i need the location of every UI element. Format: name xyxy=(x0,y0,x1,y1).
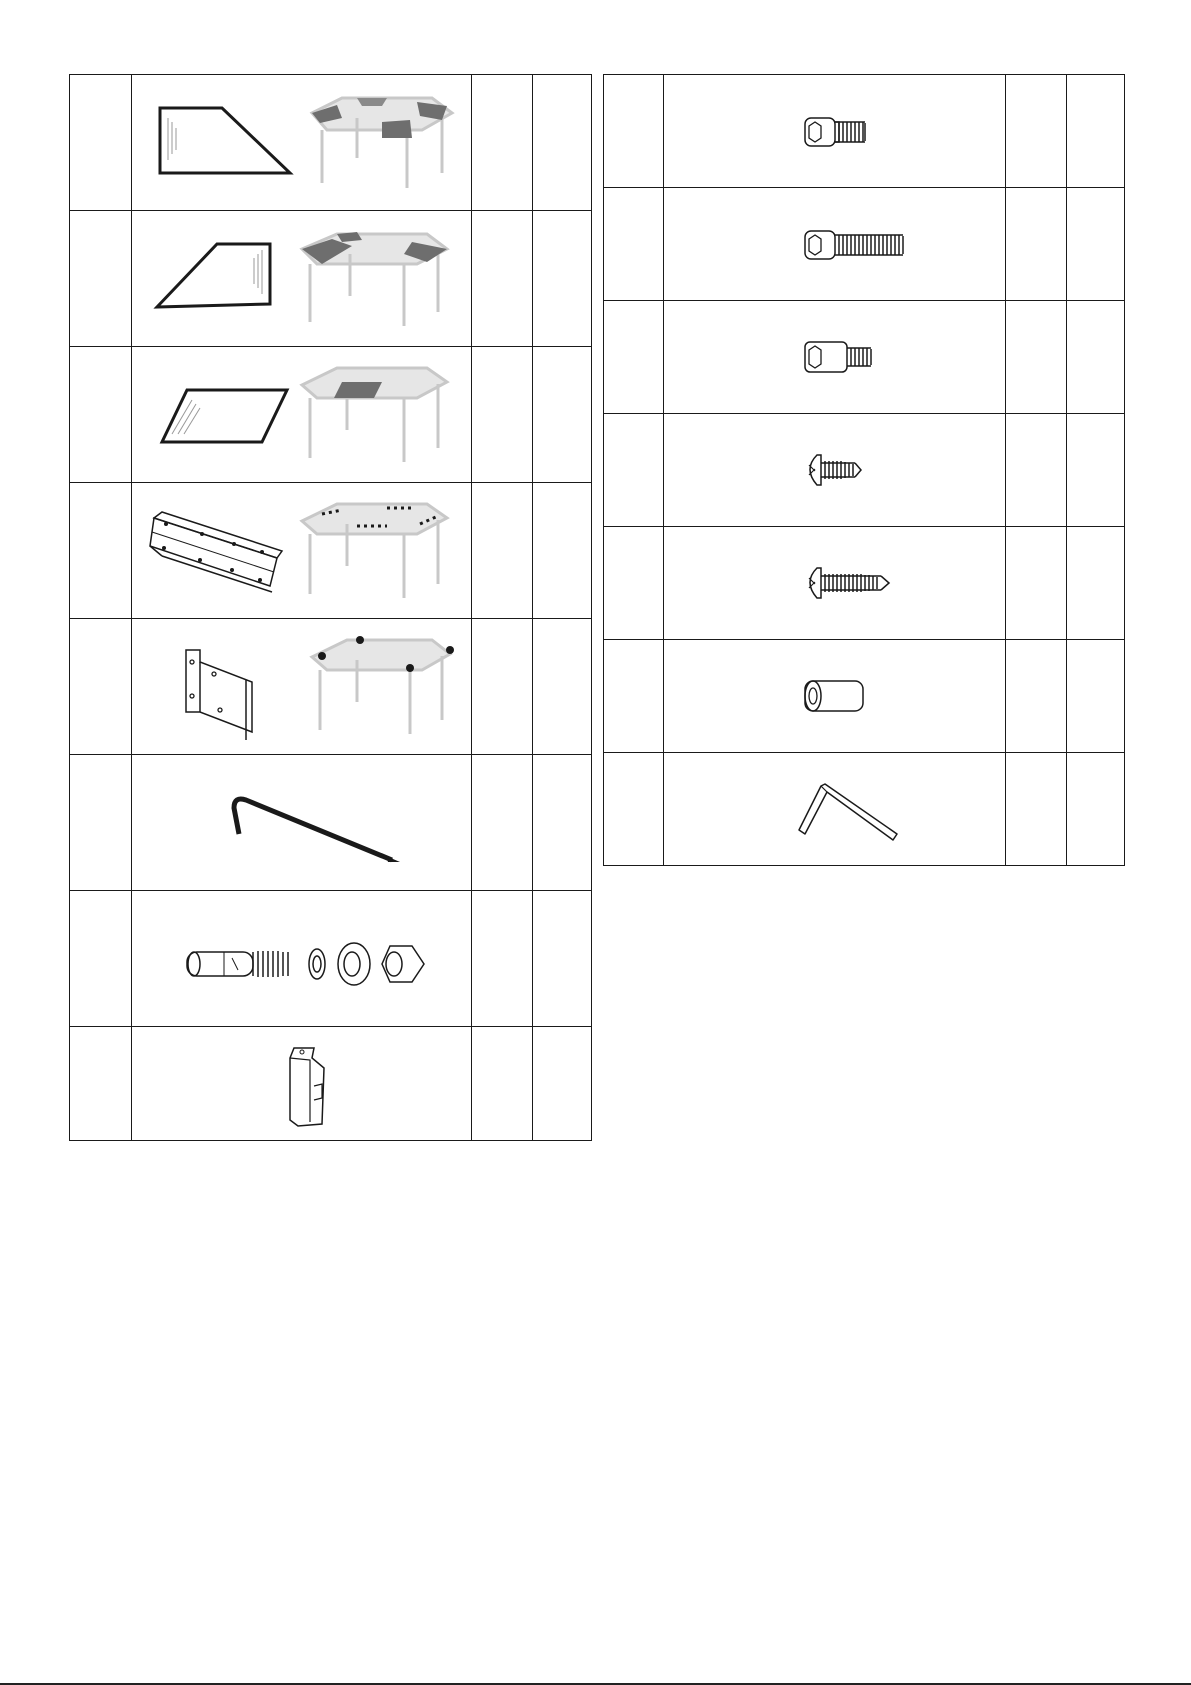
long-hex-socket-bolt-icon xyxy=(675,199,995,289)
part-qty-cell xyxy=(472,891,533,1027)
part-qty-cell xyxy=(472,755,533,891)
part-illustration-cell xyxy=(664,414,1006,527)
expansion-anchor-bolt-icon xyxy=(142,904,462,1014)
short-hex-socket-bolt-icon xyxy=(675,86,995,176)
long-phillips-screw-icon xyxy=(675,538,995,628)
side-roof-panel-left-icon xyxy=(142,88,462,198)
part-qty-cell xyxy=(1006,301,1067,414)
table-row xyxy=(70,211,592,347)
spacer-sleeve-icon xyxy=(675,651,995,741)
part-qty-cell xyxy=(472,347,533,483)
part-illustration-cell xyxy=(132,211,472,347)
part-extra-cell xyxy=(533,1027,592,1141)
part-id-cell xyxy=(70,347,132,483)
table-row xyxy=(70,1027,592,1141)
part-id-cell xyxy=(70,891,132,1027)
part-extra-cell xyxy=(1067,75,1125,188)
table-row xyxy=(70,619,592,755)
part-illustration-cell xyxy=(664,527,1006,640)
allen-key-icon xyxy=(675,764,995,854)
part-extra-cell xyxy=(533,211,592,347)
part-qty-cell xyxy=(472,619,533,755)
part-id-cell xyxy=(604,753,664,866)
part-illustration-cell xyxy=(664,188,1006,301)
part-illustration-cell xyxy=(664,640,1006,753)
table-row xyxy=(604,527,1125,640)
table-row xyxy=(604,188,1125,301)
part-qty-cell xyxy=(1006,188,1067,301)
table-row xyxy=(70,891,592,1027)
part-qty-cell xyxy=(1006,75,1067,188)
part-qty-cell xyxy=(472,1027,533,1141)
part-illustration-cell xyxy=(664,301,1006,414)
part-extra-cell xyxy=(533,347,592,483)
part-id-cell xyxy=(70,75,132,211)
corner-bracket-icon xyxy=(142,632,462,742)
part-illustration-cell xyxy=(132,347,472,483)
part-id-cell xyxy=(604,188,664,301)
table-row xyxy=(70,347,592,483)
part-extra-cell xyxy=(1067,640,1125,753)
part-extra-cell xyxy=(1067,301,1125,414)
part-qty-cell xyxy=(472,75,533,211)
part-extra-cell xyxy=(533,755,592,891)
part-id-cell xyxy=(70,211,132,347)
part-illustration-cell xyxy=(132,619,472,755)
part-extra-cell xyxy=(533,483,592,619)
top-roof-panel-icon xyxy=(142,360,462,470)
part-extra-cell xyxy=(1067,188,1125,301)
part-id-cell xyxy=(604,640,664,753)
part-qty-cell xyxy=(1006,527,1067,640)
part-id-cell xyxy=(70,483,132,619)
table-row xyxy=(604,75,1125,188)
part-id-cell xyxy=(604,75,664,188)
part-illustration-cell xyxy=(132,75,472,211)
part-id-cell xyxy=(604,301,664,414)
clip-cap-icon xyxy=(142,1034,462,1134)
table-row xyxy=(604,301,1125,414)
part-qty-cell xyxy=(1006,640,1067,753)
part-qty-cell xyxy=(1006,414,1067,527)
part-extra-cell xyxy=(533,891,592,1027)
part-illustration-cell xyxy=(132,755,472,891)
part-id-cell xyxy=(604,414,664,527)
gazebo-diagram xyxy=(312,640,450,734)
gazebo-diagram xyxy=(302,504,447,598)
table-row xyxy=(70,75,592,211)
part-extra-cell xyxy=(533,619,592,755)
short-phillips-screw-icon xyxy=(675,425,995,515)
part-extra-cell xyxy=(1067,753,1125,866)
part-illustration-cell xyxy=(132,891,472,1027)
table-row xyxy=(604,640,1125,753)
part-illustration-cell xyxy=(664,753,1006,866)
shoulder-bolt-icon xyxy=(675,312,995,402)
part-id-cell xyxy=(70,1027,132,1141)
part-qty-cell xyxy=(472,483,533,619)
part-extra-cell xyxy=(1067,414,1125,527)
right-parts-table xyxy=(603,74,1125,866)
part-illustration-cell xyxy=(132,483,472,619)
part-illustration-cell xyxy=(664,75,1006,188)
table-row xyxy=(604,414,1125,527)
roof-connector-bracket-icon xyxy=(142,496,462,606)
part-qty-cell xyxy=(1006,753,1067,866)
part-id-cell xyxy=(604,527,664,640)
table-row xyxy=(604,753,1125,866)
left-parts-table xyxy=(69,74,592,1141)
side-roof-panel-right-icon xyxy=(142,224,462,334)
part-qty-cell xyxy=(472,211,533,347)
part-id-cell xyxy=(70,619,132,755)
table-row xyxy=(70,755,592,891)
part-extra-cell xyxy=(1067,527,1125,640)
part-illustration-cell xyxy=(132,1027,472,1141)
part-extra-cell xyxy=(533,75,592,211)
ground-stake-icon xyxy=(142,768,462,878)
table-row xyxy=(70,483,592,619)
part-id-cell xyxy=(70,755,132,891)
